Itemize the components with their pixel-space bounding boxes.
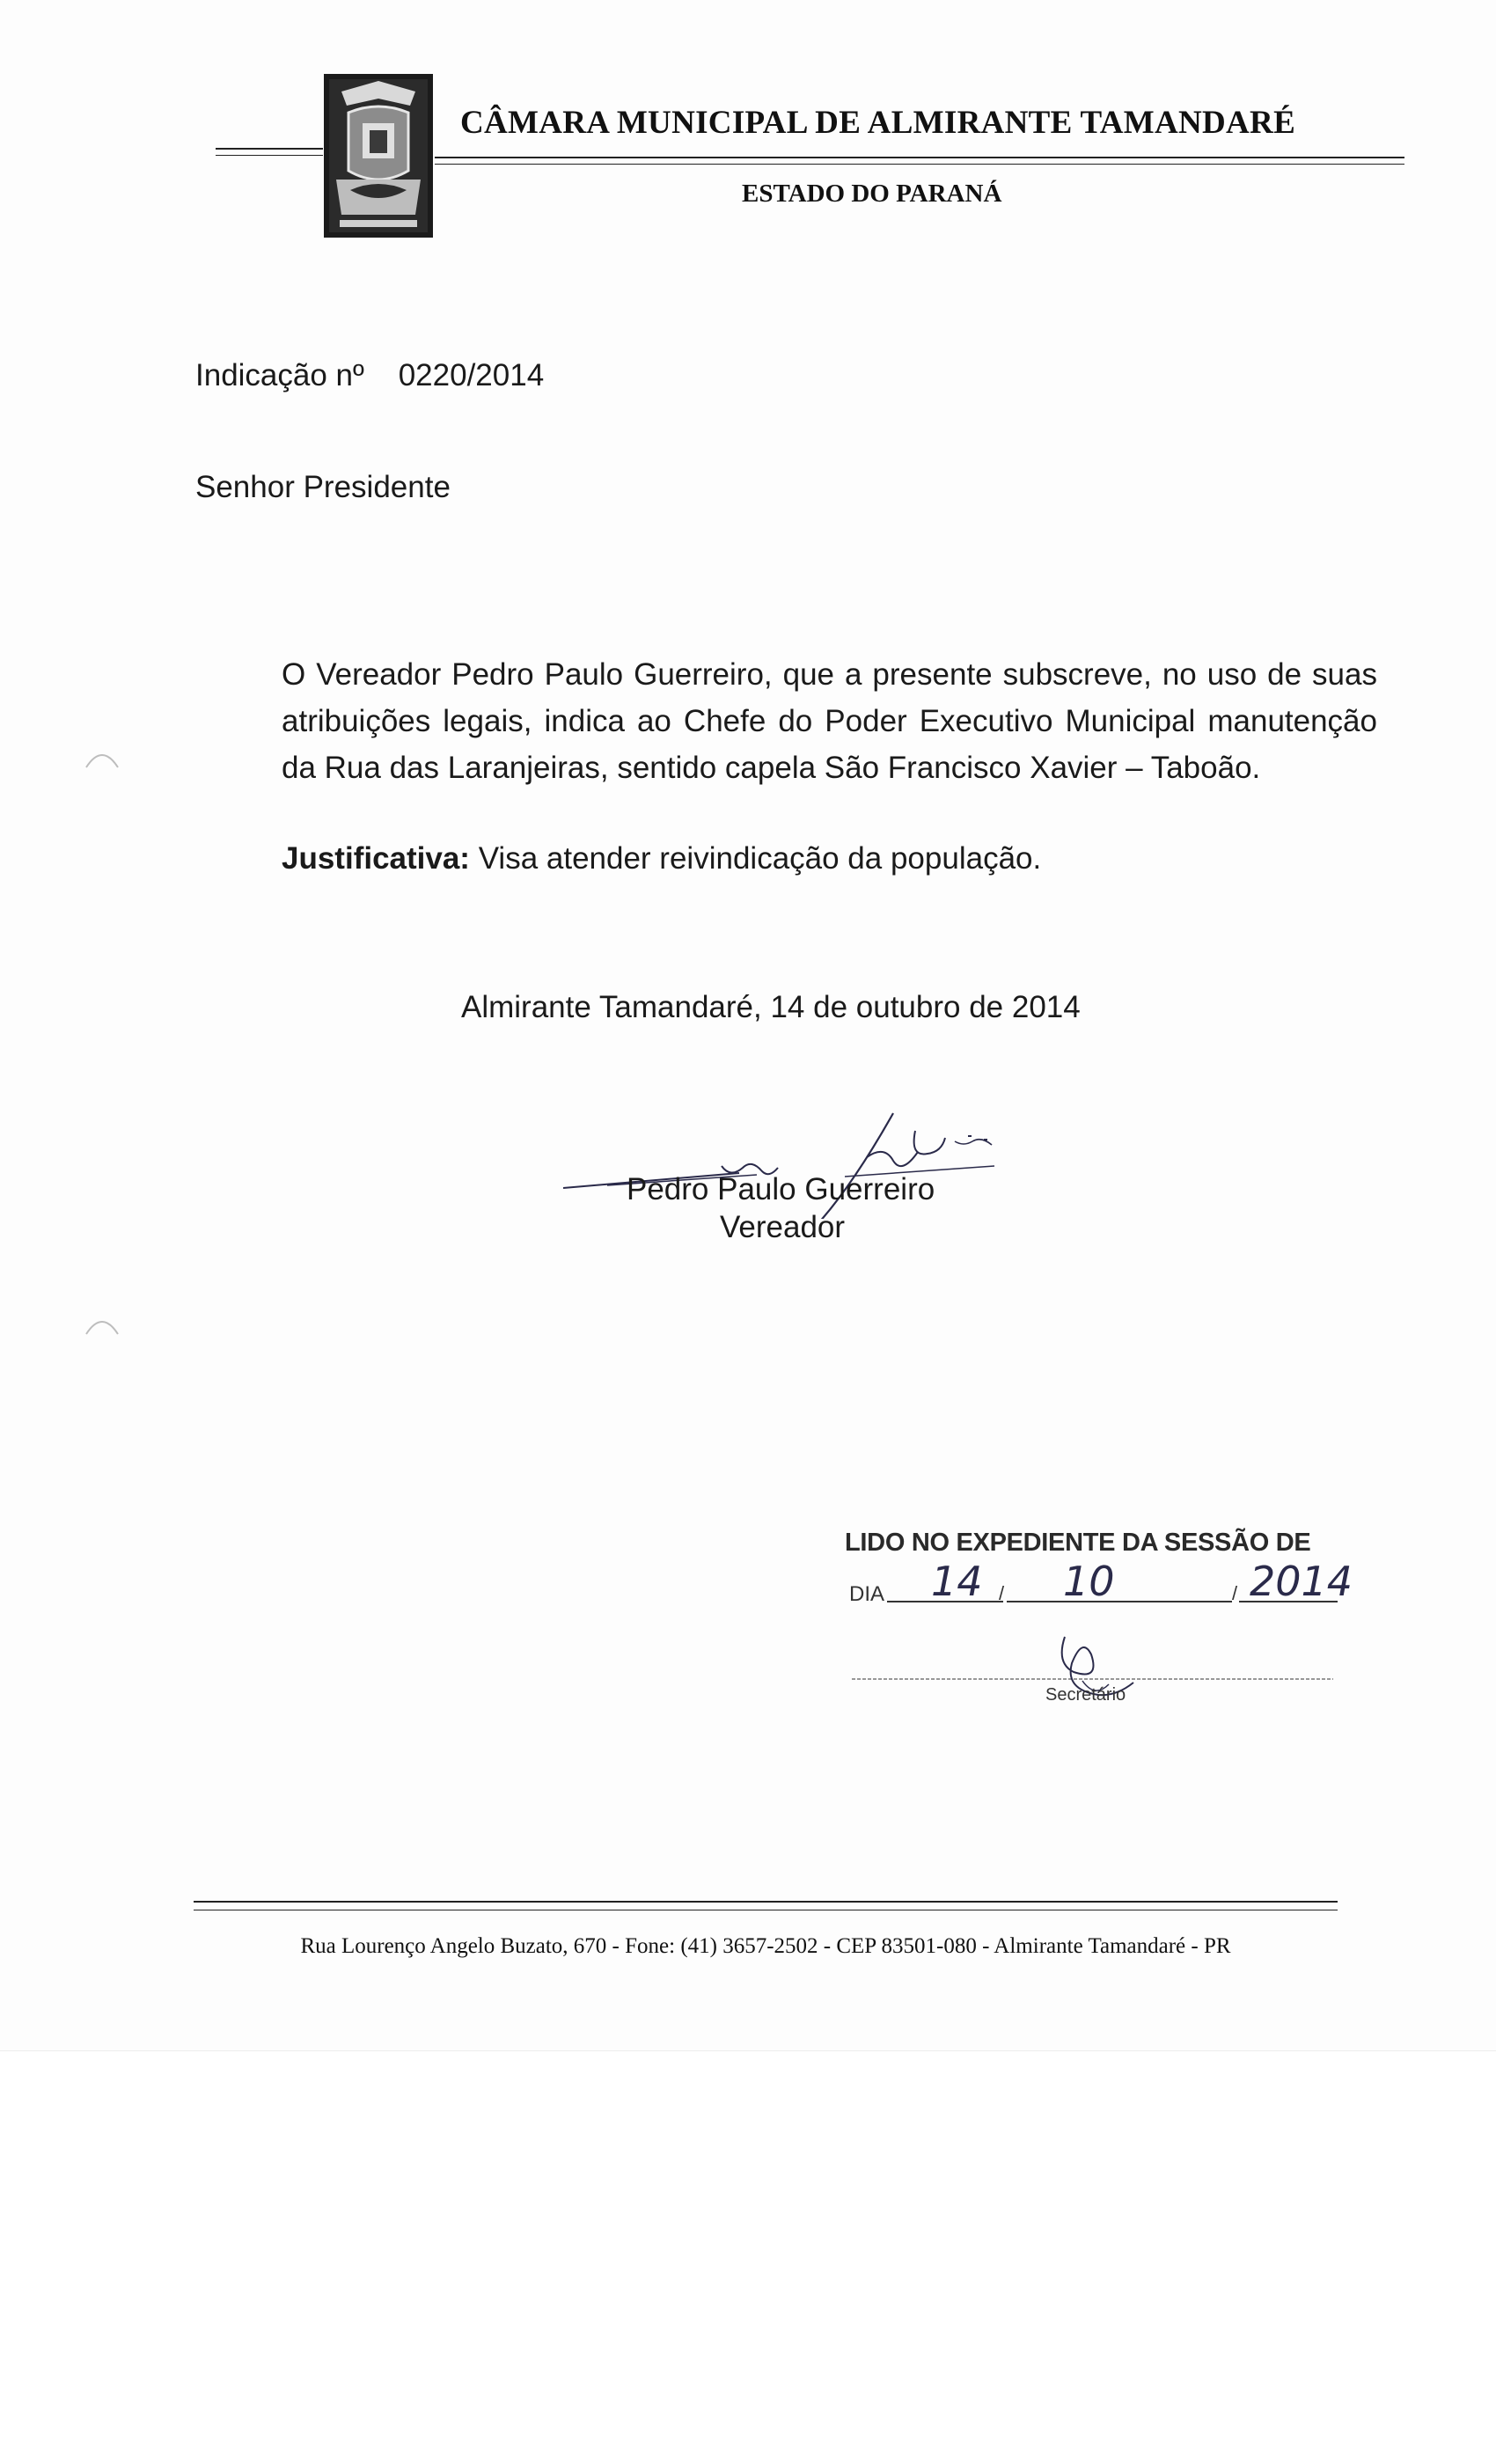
signatory-name: Pedro Paulo Guerreiro [627,1172,935,1206]
stamp-day-label: DIA [849,1582,885,1606]
indication-number: 0220/2014 [398,358,545,392]
stamp-year: 2014 [1250,1558,1353,1605]
stamp-secretary-label: Secretário [1045,1685,1126,1705]
header-rule-right-thin [435,164,1404,165]
justification-text: Visa atender reivindicação da população. [478,841,1042,876]
stamp-month: 10 [1063,1558,1115,1605]
svg-text:/: / [1232,1582,1238,1604]
body-paragraph: O Vereador Pedro Paulo Guerreiro, que a presente subscreve, no uso de suas atribuições legais, indica ao Chefe do Poder Executivo Municipal manutenção da Rua das Laranjeiras, sentido capela São Francisco Xavier – Taboão. [282,657,1377,785]
salutation: Senhor Presidente [195,470,451,504]
svg-text:/: / [999,1582,1005,1604]
place-date: Almirante Tamandaré, 14 de outubro de 2014 [461,990,1081,1024]
header-rule-right [435,157,1404,158]
header-rule-left [216,148,323,150]
indication-line [195,352,544,399]
footer-rule-top [194,1901,1338,1903]
punch-hole-mark [84,746,120,769]
municipal-crest-icon [324,74,433,238]
institution-title: CÂMARA MUNICIPAL DE ALMIRANTE TAMANDARÉ [460,105,1296,141]
stamp-day: 14 [931,1558,983,1605]
justification [282,835,1390,882]
justification-label: Justificativa: [282,841,470,876]
signatory-role: Vereador [720,1210,846,1244]
state-subtitle: ESTADO DO PARANÁ [742,180,1002,208]
punch-hole-mark [84,1313,120,1336]
indication-label: Indicação nº [195,358,364,392]
reading-stamp-heading: LIDO NO EXPEDIENTE DA SESSÃO DE [845,1529,1311,1557]
footer-address: Rua Lourenço Angelo Buzato, 670 - Fone: (41) 3657-2502 - CEP 83501-080 - Almirante Tamandaré - PR [300,1934,1231,1958]
header-rule-left-thin [216,155,323,156]
